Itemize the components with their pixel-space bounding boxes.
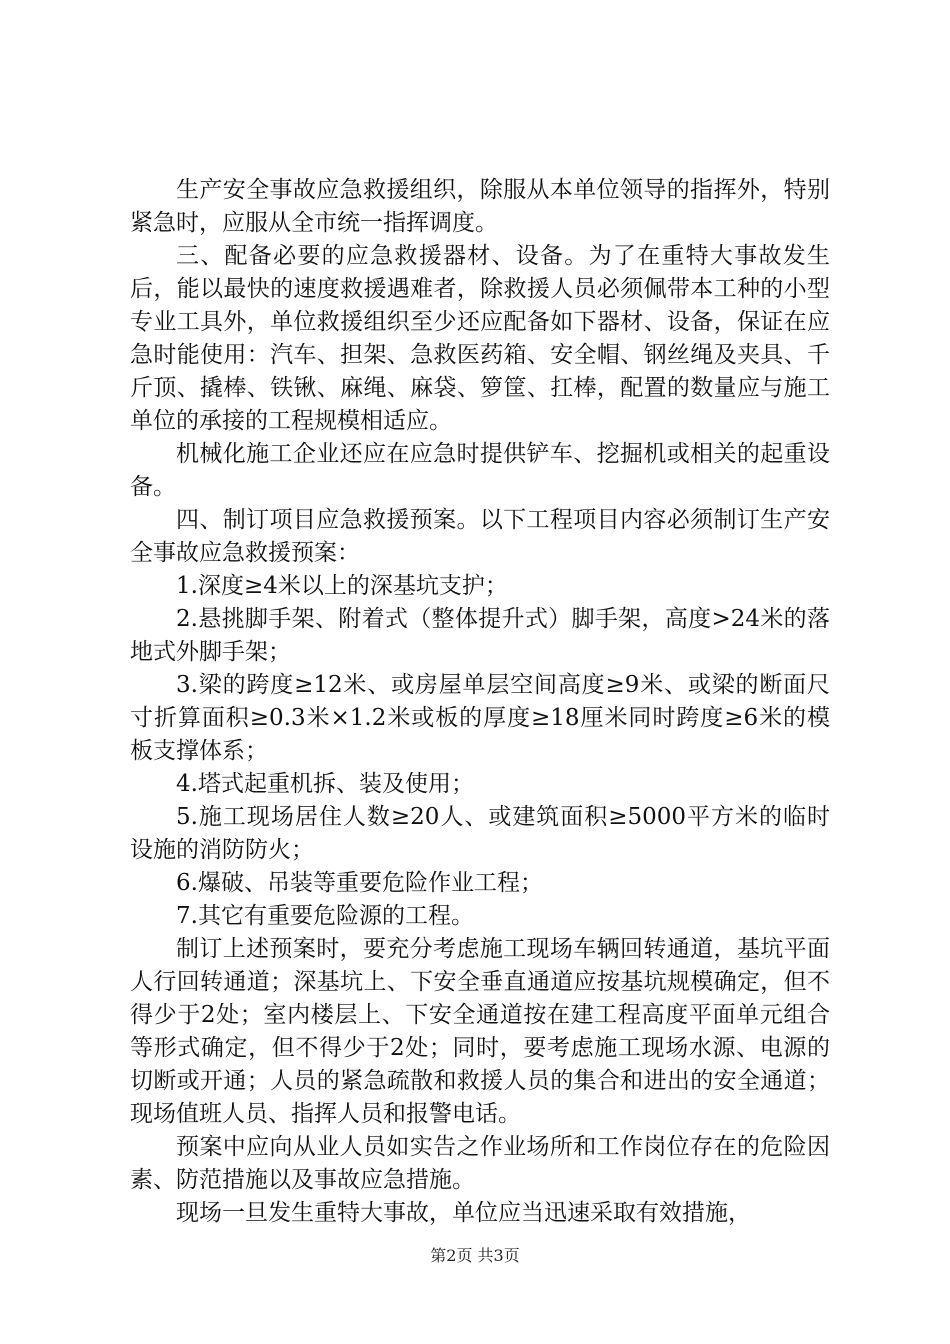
document-body <box>130 174 830 1230</box>
list-item: 4.塔式起重机拆、装及使用； <box>176 771 474 797</box>
list-item: 3.梁的跨度≥12米、或房屋单层空间高度≥9米、或梁的断面尺寸折算面积≥0.3米×1.2米或板的厚度≥18厘米同时跨度≥6米的模板支撑体系； <box>130 672 830 764</box>
list-item: 5.施工现场居住人数≥20人、或建筑面积≥5000平方米的临时设施的消防防火； <box>130 804 830 863</box>
list-item: 6.爆破、吊装等重要危险作业工程； <box>176 870 543 896</box>
paragraph: 三、配备必要的应急救援器材、设备。为了在重特大事故发生后，能以最快的速度救援遇难者，除救援人员必须佩带本工种的小型专业工具外，单位救援组织至少还应配备如下器材、设备，保证在应急时能使用：汽车、担架、急救医药箱、安全帽、钢丝绳及夹具、千斤顶、撬棒、铁锹、麻绳、麻袋、箩筐、扛棒，配置的数量应与施工单位的承接的工程规模相适应。 <box>130 243 830 434</box>
paragraph: 生产安全事故应急救援组织，除服从本单位领导的指挥外，特别紧急时，应服从全市统一指挥调度。 <box>130 177 830 236</box>
paragraph: 预案中应向从业人员如实告之作业场所和工作岗位存在的危险因素、防范措施以及事故应急措施。 <box>130 1134 830 1193</box>
list-item: 2.悬挑脚手架、附着式（整体提升式）脚手架，高度>24米的落地式外脚手架； <box>130 606 830 665</box>
paragraph: 机械化施工企业还应在应急时提供铲车、挖掘机或相关的起重设备。 <box>130 441 830 500</box>
page-footer <box>0 1243 950 1266</box>
paragraph: 现场一旦发生重特大事故，单位应当迅速采取有效措施， <box>176 1200 751 1226</box>
paragraph: 四、制订项目应急救援预案。以下工程项目内容必须制订生产安全事故应急救援预案： <box>130 507 830 566</box>
page-indicator: 第2页 共3页 <box>430 1246 520 1265</box>
list-item: 7.其它有重要危险源的工程。 <box>176 903 474 929</box>
paragraph: 制订上述预案时，要充分考虑施工现场车辆回转通道，基坑平面人行回转通道；深基坑上、下安全垂直通道应按基坑规模确定，但不得少于2处；室内楼层上、下安全通道按在建工程高度平面单元组合等形式确定，但不得少于2处；同时，要考虑施工现场水源、电源的切断或开通；人员的紧急疏散和救援人员的集合和进出的安全通道；现场值班人员、指挥人员和报警电话。 <box>130 936 830 1127</box>
list-item: 1.深度≥4米以上的深基坑支护； <box>176 573 508 599</box>
